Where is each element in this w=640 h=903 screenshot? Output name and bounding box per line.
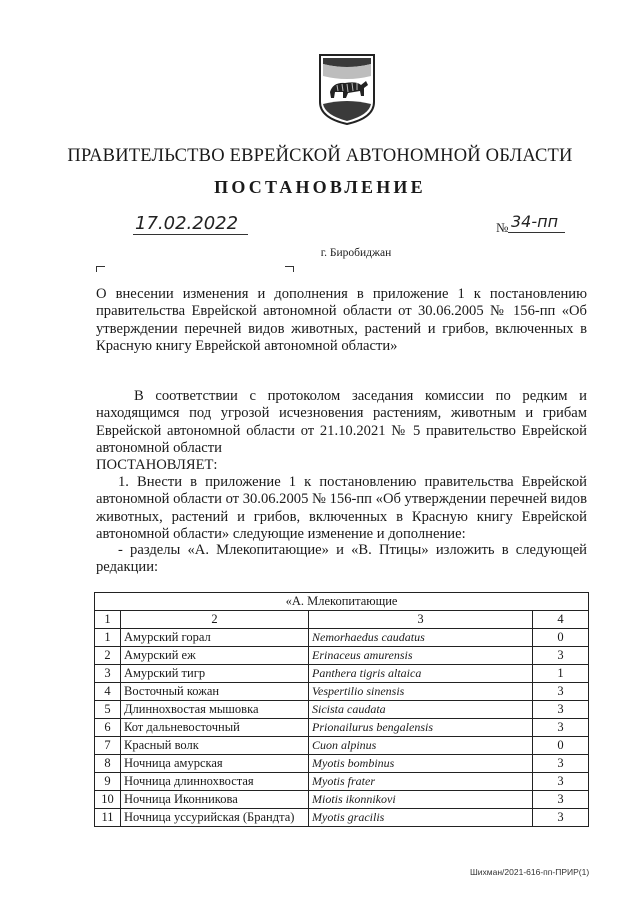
government-heading: ПРАВИТЕЛЬСТВО ЕВРЕЙСКОЙ АВТОНОМНОЙ ОБЛАСТИ: [67, 146, 573, 166]
document-code-footer: Шихман/2021-616-пп-ПРИР(1): [470, 867, 590, 877]
item-1-subparagraph: - разделы «А. Млекопитающие» и «В. Птицы» изложить в следующей редакции:: [96, 542, 587, 576]
russian-name-cell: Красный волк: [121, 737, 309, 755]
russian-name-cell: Ночница амурская: [121, 755, 309, 773]
russian-name-cell: Амурский горал: [121, 629, 309, 647]
russian-name-cell: Восточный кожан: [121, 683, 309, 701]
category-cell: 3: [533, 647, 589, 665]
section-title: «А. Млекопитающие: [95, 593, 589, 611]
subject-bracket-right: [285, 266, 294, 272]
table-row: [95, 719, 589, 737]
row-number-cell: 10: [95, 791, 121, 809]
category-cell: 3: [533, 773, 589, 791]
russian-name-cell: Амурский тигр: [121, 665, 309, 683]
subject-paragraph: О внесении изменения и дополнения в приложение 1 к постановлению правительства Еврейской автономной области от 30.06.2005 № 156-пп «Об утверждении перечней видов животных, растений и грибов, включенных в Красную книгу Еврейской автономной области»: [96, 286, 587, 355]
row-number-cell: 2: [95, 647, 121, 665]
russian-name-cell: Ночница уссурийская (Брандта): [121, 809, 309, 827]
table-row: [95, 809, 589, 827]
number-label: №: [496, 220, 509, 235]
latin-name-cell: Panthera tigris altaica: [309, 665, 533, 683]
coat-of-arms-emblem: [317, 52, 377, 126]
row-number-cell: 3: [95, 665, 121, 683]
category-cell: 3: [533, 701, 589, 719]
category-cell: 3: [533, 809, 589, 827]
column-header: 4: [533, 611, 589, 629]
table-row: [95, 737, 589, 755]
latin-name-cell: Erinaceus amurensis: [309, 647, 533, 665]
row-number-cell: 7: [95, 737, 121, 755]
table-row: [95, 629, 589, 647]
latin-name-cell: Vespertilio sinensis: [309, 683, 533, 701]
russian-name-cell: Кот дальневосточный: [121, 719, 309, 737]
column-header: 3: [309, 611, 533, 629]
latin-name-cell: Cuon alpinus: [309, 737, 533, 755]
table-header-row: [95, 611, 589, 629]
subject-bracket-left: [96, 266, 105, 272]
category-cell: 3: [533, 755, 589, 773]
row-number-cell: 4: [95, 683, 121, 701]
handwritten-date: 17.02.2022: [135, 213, 239, 234]
table-row: [95, 665, 589, 683]
category-cell: 1: [533, 665, 589, 683]
table-row: [95, 701, 589, 719]
row-number-cell: 11: [95, 809, 121, 827]
category-cell: 3: [533, 683, 589, 701]
row-number-cell: 1: [95, 629, 121, 647]
city-line: г. Биробиджан: [320, 247, 392, 259]
latin-name-cell: Myotis bombinus: [309, 755, 533, 773]
category-cell: 0: [533, 737, 589, 755]
row-number-cell: 5: [95, 701, 121, 719]
russian-name-cell: Амурский еж: [121, 647, 309, 665]
column-header: 1: [95, 611, 121, 629]
document-type-title: ПОСТАНОВЛЕНИЕ: [214, 177, 426, 197]
latin-name-cell: Prionailurus bengalensis: [309, 719, 533, 737]
russian-name-cell: Ночница длиннохвостая: [121, 773, 309, 791]
category-cell: 0: [533, 629, 589, 647]
decree-word: ПОСТАНОВЛЯЕТ:: [96, 457, 218, 473]
handwritten-document-number: 34-пп: [511, 212, 559, 231]
row-number-cell: 6: [95, 719, 121, 737]
latin-name-cell: Myotis frater: [309, 773, 533, 791]
table-row: [95, 791, 589, 809]
table-row: [95, 647, 589, 665]
russian-name-cell: Ночница Иконникова: [121, 791, 309, 809]
table-section-title-row: [95, 593, 589, 611]
table-row: [95, 755, 589, 773]
russian-name-cell: Длиннохвостая мышовка: [121, 701, 309, 719]
item-1-paragraph: 1. Внести в приложение 1 к постановлению правительства Еврейской автономной области от 30.06.2005 № 156-пп «Об утверждении перечней видов животных, растений и грибов, включенных в Красную книгу Еврейской автономной области» следующие изменение и дополнение:: [96, 474, 587, 543]
row-number-cell: 8: [95, 755, 121, 773]
tiger-shield-icon: [317, 52, 377, 126]
latin-name-cell: Miotis ikonnikovi: [309, 791, 533, 809]
latin-name-cell: Nemorhaedus caudatus: [309, 629, 533, 647]
category-cell: 3: [533, 791, 589, 809]
latin-name-cell: Sicista caudata: [309, 701, 533, 719]
latin-name-cell: Myotis gracilis: [309, 809, 533, 827]
table-row: [95, 773, 589, 791]
row-number-cell: 9: [95, 773, 121, 791]
category-cell: 3: [533, 719, 589, 737]
mammals-table: [94, 592, 589, 827]
column-header: 2: [121, 611, 309, 629]
preamble-paragraph: В соответствии с протоколом заседания комиссии по редким и находящимся под угрозой исчезновения растениям, животным и грибам Еврейской автономной области от 21.10.2021 № 5 правительство Еврейской автономной области: [96, 388, 587, 457]
table-row: [95, 683, 589, 701]
number-underline: [508, 232, 565, 233]
date-underline: [133, 234, 248, 235]
